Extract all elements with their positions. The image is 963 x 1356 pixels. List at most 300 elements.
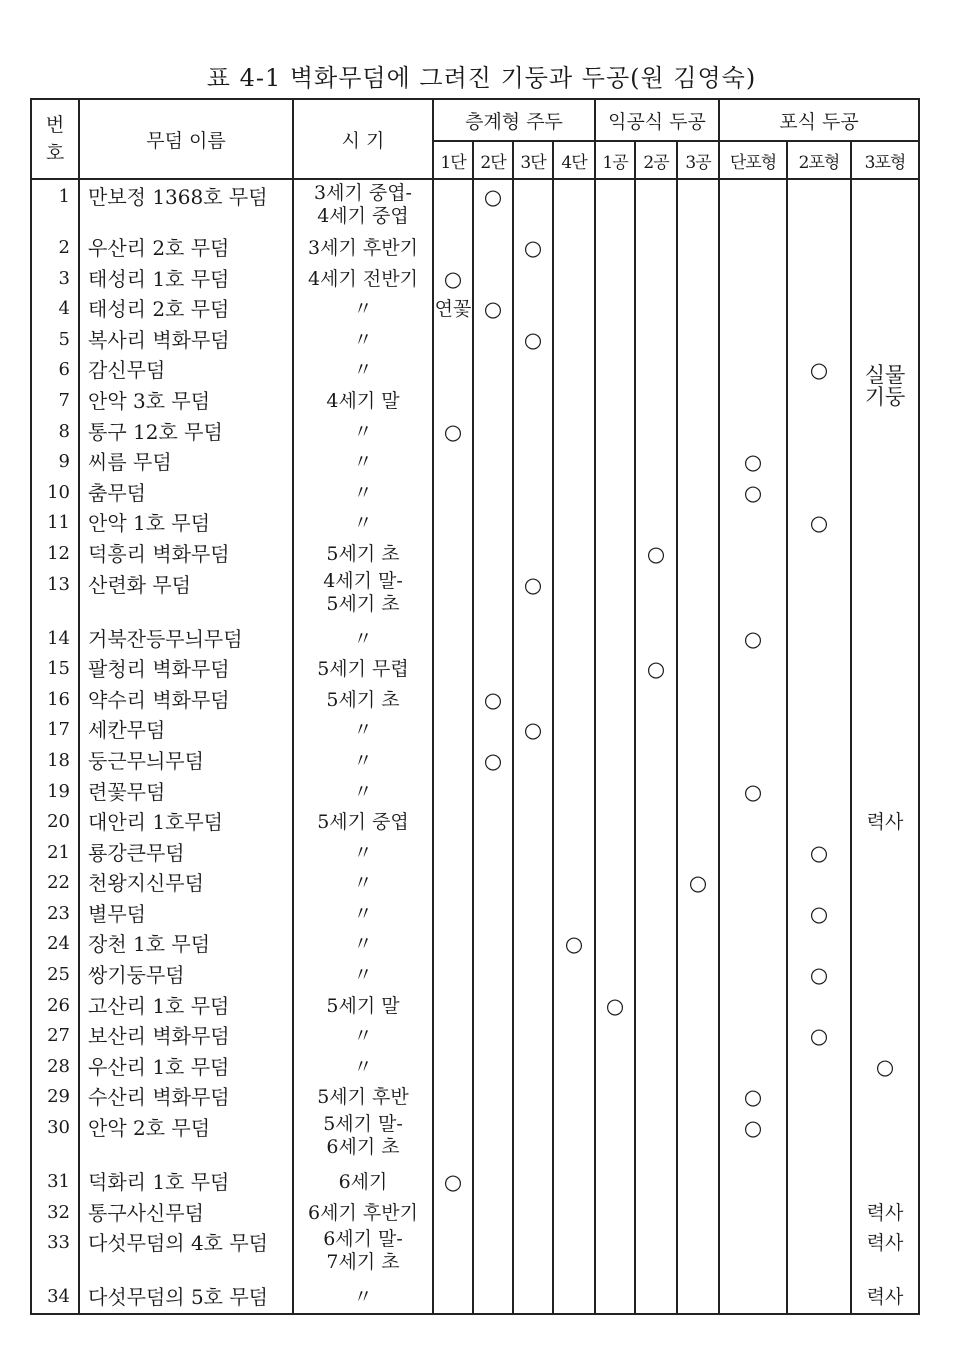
tomb-name: 고산리 1호 무덤 (79, 991, 293, 1022)
table-row (31, 715, 919, 746)
row-number: 15 (31, 654, 79, 685)
table-row (31, 386, 919, 417)
empty-cell (433, 838, 473, 869)
empty-cell (553, 654, 595, 685)
era: 5세기 중엽 (293, 807, 433, 838)
empty-cell (851, 654, 919, 685)
header-stepped-capital: 층계형 주두 (433, 99, 595, 141)
empty-cell (787, 179, 851, 233)
empty-cell (595, 233, 635, 264)
empty-cell (787, 386, 851, 417)
empty-cell (719, 991, 787, 1022)
empty-cell (595, 447, 635, 478)
empty-cell (433, 1113, 473, 1167)
empty-cell (719, 807, 787, 838)
side-note-real-pillar: 실물 기둥 (864, 362, 906, 409)
table-row (31, 325, 919, 356)
empty-cell (635, 447, 677, 478)
empty-cell (787, 624, 851, 655)
table-row (31, 294, 919, 325)
empty-cell (787, 1167, 851, 1198)
header-poshik-bracket: 포식 두공 (719, 99, 919, 141)
row-number: 30 (31, 1113, 79, 1167)
empty-cell (433, 179, 473, 233)
table-row (31, 929, 919, 960)
era: 〃 (293, 1021, 433, 1052)
presence-mark: ○ (595, 991, 635, 1022)
empty-cell (513, 539, 553, 570)
row-number: 23 (31, 899, 79, 930)
era: 5세기 말 (293, 991, 433, 1022)
empty-cell (851, 624, 919, 655)
empty-cell (513, 1228, 553, 1282)
empty-cell (553, 294, 595, 325)
table-row (31, 1052, 919, 1083)
presence-mark: ○ (473, 685, 513, 716)
pillar-bracket-table (30, 98, 920, 1315)
empty-cell (595, 1198, 635, 1229)
empty-cell (595, 1228, 635, 1282)
era: 〃 (293, 777, 433, 808)
empty-cell (433, 624, 473, 655)
empty-cell (473, 1021, 513, 1052)
empty-cell (719, 685, 787, 716)
empty-cell (635, 1113, 677, 1167)
empty-cell (677, 1198, 719, 1229)
row-number: 32 (31, 1198, 79, 1229)
empty-cell (851, 1113, 919, 1167)
tomb-name: 산련화 무덤 (79, 570, 293, 624)
tomb-name: 천왕지신무덤 (79, 868, 293, 899)
empty-cell (433, 715, 473, 746)
tomb-name: 팔청리 벽화무덤 (79, 654, 293, 685)
empty-cell (553, 1021, 595, 1052)
era: 3세기 후반기 (293, 233, 433, 264)
era: 6세기 (293, 1167, 433, 1198)
empty-cell (595, 1082, 635, 1113)
empty-cell (473, 868, 513, 899)
row-number: 12 (31, 539, 79, 570)
empty-cell (719, 1282, 787, 1314)
empty-cell (433, 991, 473, 1022)
empty-cell (851, 1021, 919, 1052)
empty-cell (851, 539, 919, 570)
header-tomb-name: 무덤 이름 (79, 99, 293, 179)
empty-cell (851, 838, 919, 869)
era: 5세기 말- 6세기 초 (293, 1113, 433, 1167)
empty-cell (473, 417, 513, 448)
empty-cell (473, 1052, 513, 1083)
empty-cell (595, 355, 635, 386)
empty-cell (719, 386, 787, 417)
subheader-6: 2공 (635, 141, 677, 179)
empty-cell (433, 1082, 473, 1113)
empty-cell (595, 868, 635, 899)
tomb-name: 안악 1호 무덤 (79, 508, 293, 539)
table-row (31, 1167, 919, 1198)
empty-cell (595, 929, 635, 960)
table-row (31, 1021, 919, 1052)
tomb-name: 씨름 무덤 (79, 447, 293, 478)
tomb-name: 태성리 2호 무덤 (79, 294, 293, 325)
presence-mark: ○ (473, 294, 513, 325)
presence-mark: ○ (677, 868, 719, 899)
empty-cell (513, 746, 553, 777)
empty-cell (553, 325, 595, 356)
empty-cell (513, 264, 553, 295)
empty-cell (595, 386, 635, 417)
era: 5세기 초 (293, 685, 433, 716)
empty-cell (473, 807, 513, 838)
empty-cell (553, 1198, 595, 1229)
empty-cell (787, 417, 851, 448)
empty-cell (677, 1113, 719, 1167)
empty-cell (473, 654, 513, 685)
empty-cell (553, 264, 595, 295)
table-row (31, 838, 919, 869)
empty-cell (513, 417, 553, 448)
empty-cell (473, 899, 513, 930)
table-row (31, 447, 919, 478)
era: 〃 (293, 624, 433, 655)
presence-mark: ○ (719, 478, 787, 509)
empty-cell (719, 929, 787, 960)
empty-cell (553, 478, 595, 509)
empty-cell (677, 807, 719, 838)
presence-mark: ○ (513, 570, 553, 624)
empty-cell (553, 1228, 595, 1282)
empty-cell (677, 233, 719, 264)
empty-cell (851, 508, 919, 539)
empty-cell (677, 746, 719, 777)
empty-cell (787, 233, 851, 264)
empty-cell (513, 777, 553, 808)
empty-cell (635, 570, 677, 624)
empty-cell (635, 960, 677, 991)
mark-note: 력사 (851, 1282, 919, 1314)
empty-cell (635, 1282, 677, 1314)
empty-cell (433, 570, 473, 624)
row-number: 3 (31, 264, 79, 295)
row-number: 16 (31, 685, 79, 716)
presence-mark: ○ (473, 179, 513, 233)
tomb-name: 약수리 벽화무덤 (79, 685, 293, 716)
presence-mark: ○ (719, 1082, 787, 1113)
table-row (31, 539, 919, 570)
empty-cell (719, 1228, 787, 1282)
empty-cell (677, 960, 719, 991)
empty-cell (851, 417, 919, 448)
empty-cell (513, 508, 553, 539)
tomb-name: 장천 1호 무덤 (79, 929, 293, 960)
empty-cell (473, 1167, 513, 1198)
row-number: 13 (31, 570, 79, 624)
empty-cell (635, 685, 677, 716)
table-row (31, 1228, 919, 1282)
table-row (31, 1113, 919, 1167)
empty-cell (851, 715, 919, 746)
era: 〃 (293, 294, 433, 325)
table-row (31, 899, 919, 930)
empty-cell (851, 777, 919, 808)
empty-cell (433, 807, 473, 838)
row-number: 7 (31, 386, 79, 417)
empty-cell (677, 294, 719, 325)
empty-cell (677, 539, 719, 570)
empty-cell (553, 1113, 595, 1167)
empty-cell (513, 1082, 553, 1113)
empty-cell (553, 685, 595, 716)
empty-cell (513, 960, 553, 991)
empty-cell (851, 362, 919, 417)
tomb-name: 쌍기둥무덤 (79, 960, 293, 991)
row-number: 9 (31, 447, 79, 478)
empty-cell (787, 325, 851, 356)
empty-cell (635, 991, 677, 1022)
era: 〃 (293, 960, 433, 991)
empty-cell (595, 807, 635, 838)
empty-cell (553, 868, 595, 899)
empty-cell (677, 929, 719, 960)
empty-cell (433, 1228, 473, 1282)
empty-cell (473, 1082, 513, 1113)
empty-cell (513, 1167, 553, 1198)
empty-cell (719, 1052, 787, 1083)
presence-mark: ○ (787, 508, 851, 539)
empty-cell (433, 777, 473, 808)
empty-cell (473, 355, 513, 386)
subheader-5: 1공 (595, 141, 635, 179)
row-number: 6 (31, 355, 79, 386)
empty-cell (677, 654, 719, 685)
empty-cell (513, 654, 553, 685)
empty-cell (787, 478, 851, 509)
empty-cell (513, 624, 553, 655)
row-number: 28 (31, 1052, 79, 1083)
subheader-8: 단포형 (719, 141, 787, 179)
empty-cell (595, 654, 635, 685)
empty-cell (677, 991, 719, 1022)
mark-note: 력사 (851, 1198, 919, 1229)
empty-cell (513, 838, 553, 869)
empty-cell (787, 1082, 851, 1113)
empty-cell (635, 777, 677, 808)
empty-cell (635, 417, 677, 448)
presence-mark: ○ (719, 1113, 787, 1167)
empty-cell (473, 386, 513, 417)
empty-cell (677, 478, 719, 509)
row-number: 25 (31, 960, 79, 991)
empty-cell (851, 899, 919, 930)
empty-cell (473, 325, 513, 356)
empty-cell (595, 325, 635, 356)
presence-mark: ○ (513, 715, 553, 746)
empty-cell (635, 1082, 677, 1113)
empty-cell (719, 1167, 787, 1198)
era: 〃 (293, 1052, 433, 1083)
empty-cell (677, 1228, 719, 1282)
empty-cell (719, 233, 787, 264)
empty-cell (787, 539, 851, 570)
tomb-name: 태성리 1호 무덤 (79, 264, 293, 295)
empty-cell (433, 1052, 473, 1083)
empty-cell (677, 179, 719, 233)
empty-cell (433, 654, 473, 685)
empty-cell (719, 264, 787, 295)
empty-cell (433, 1021, 473, 1052)
empty-cell (635, 508, 677, 539)
tomb-name: 덕흥리 벽화무덤 (79, 539, 293, 570)
empty-cell (473, 991, 513, 1022)
tomb-name: 세칸무덤 (79, 715, 293, 746)
empty-cell (851, 991, 919, 1022)
empty-cell (635, 838, 677, 869)
era: 6세기 말- 7세기 초 (293, 1228, 433, 1282)
empty-cell (473, 447, 513, 478)
tomb-name: 춤무덤 (79, 478, 293, 509)
empty-cell (635, 233, 677, 264)
empty-cell (787, 777, 851, 808)
tomb-name: 우산리 2호 무덤 (79, 233, 293, 264)
empty-cell (595, 478, 635, 509)
era: 5세기 후반 (293, 1082, 433, 1113)
table-row (31, 654, 919, 685)
era: 〃 (293, 478, 433, 509)
empty-cell (513, 1198, 553, 1229)
empty-cell (677, 264, 719, 295)
table-row (31, 991, 919, 1022)
empty-cell (851, 325, 919, 356)
era: 5세기 초 (293, 539, 433, 570)
empty-cell (787, 1282, 851, 1314)
presence-mark: ○ (513, 325, 553, 356)
row-number: 24 (31, 929, 79, 960)
empty-cell (553, 508, 595, 539)
era: 3세기 중엽- 4세기 중엽 (293, 179, 433, 233)
empty-cell (635, 807, 677, 838)
row-number: 10 (31, 478, 79, 509)
presence-mark: ○ (473, 746, 513, 777)
era: 〃 (293, 746, 433, 777)
empty-cell (595, 417, 635, 448)
table-row (31, 179, 919, 233)
empty-cell (553, 417, 595, 448)
empty-cell (595, 746, 635, 777)
empty-cell (473, 1198, 513, 1229)
presence-mark: ○ (787, 899, 851, 930)
table-row (31, 355, 919, 386)
tomb-name: 보산리 벽화무덤 (79, 1021, 293, 1052)
header-era: 시 기 (293, 99, 433, 179)
table-row (31, 1082, 919, 1113)
era: 〃 (293, 868, 433, 899)
empty-cell (595, 1021, 635, 1052)
empty-cell (677, 838, 719, 869)
empty-cell (553, 355, 595, 386)
empty-cell (719, 960, 787, 991)
table-row (31, 417, 919, 448)
empty-cell (513, 1052, 553, 1083)
header-number: 번 호 (31, 99, 79, 179)
empty-cell (787, 991, 851, 1022)
empty-cell (595, 1052, 635, 1083)
table-row (31, 960, 919, 991)
table-row (31, 746, 919, 777)
empty-cell (595, 508, 635, 539)
empty-cell (851, 570, 919, 624)
tomb-name: 별무덤 (79, 899, 293, 930)
empty-cell (787, 746, 851, 777)
empty-cell (595, 294, 635, 325)
empty-cell (553, 960, 595, 991)
row-number: 21 (31, 838, 79, 869)
era: 〃 (293, 447, 433, 478)
empty-cell (433, 746, 473, 777)
empty-cell (719, 570, 787, 624)
empty-cell (513, 929, 553, 960)
table-row (31, 685, 919, 716)
empty-cell (473, 1228, 513, 1282)
empty-cell (513, 386, 553, 417)
empty-cell (513, 899, 553, 930)
empty-cell (787, 685, 851, 716)
empty-cell (677, 570, 719, 624)
empty-cell (851, 868, 919, 899)
empty-cell (595, 838, 635, 869)
empty-cell (635, 1052, 677, 1083)
empty-cell (787, 1052, 851, 1083)
row-number: 8 (31, 417, 79, 448)
empty-cell (513, 1021, 553, 1052)
empty-cell (677, 1167, 719, 1198)
empty-cell (433, 386, 473, 417)
empty-cell (553, 624, 595, 655)
row-number: 29 (31, 1082, 79, 1113)
empty-cell (787, 447, 851, 478)
empty-cell (433, 685, 473, 716)
table-row (31, 264, 919, 295)
row-number: 18 (31, 746, 79, 777)
empty-cell (677, 685, 719, 716)
empty-cell (719, 1198, 787, 1229)
empty-cell (719, 294, 787, 325)
row-number: 4 (31, 294, 79, 325)
presence-mark: ○ (719, 777, 787, 808)
empty-cell (595, 264, 635, 295)
empty-cell (433, 1282, 473, 1314)
empty-cell (787, 929, 851, 960)
empty-cell (851, 447, 919, 478)
tomb-name: 덕화리 1호 무덤 (79, 1167, 293, 1198)
row-number: 14 (31, 624, 79, 655)
era: 〃 (293, 715, 433, 746)
era: 〃 (293, 417, 433, 448)
table-row (31, 233, 919, 264)
empty-cell (513, 294, 553, 325)
empty-cell (677, 715, 719, 746)
era: 4세기 전반기 (293, 264, 433, 295)
empty-cell (677, 624, 719, 655)
subheader-7: 3공 (677, 141, 719, 179)
empty-cell (595, 777, 635, 808)
empty-cell (719, 715, 787, 746)
era: 〃 (293, 899, 433, 930)
presence-mark: ○ (719, 624, 787, 655)
empty-cell (635, 478, 677, 509)
empty-cell (787, 715, 851, 746)
empty-cell (595, 685, 635, 716)
table-row (31, 478, 919, 509)
